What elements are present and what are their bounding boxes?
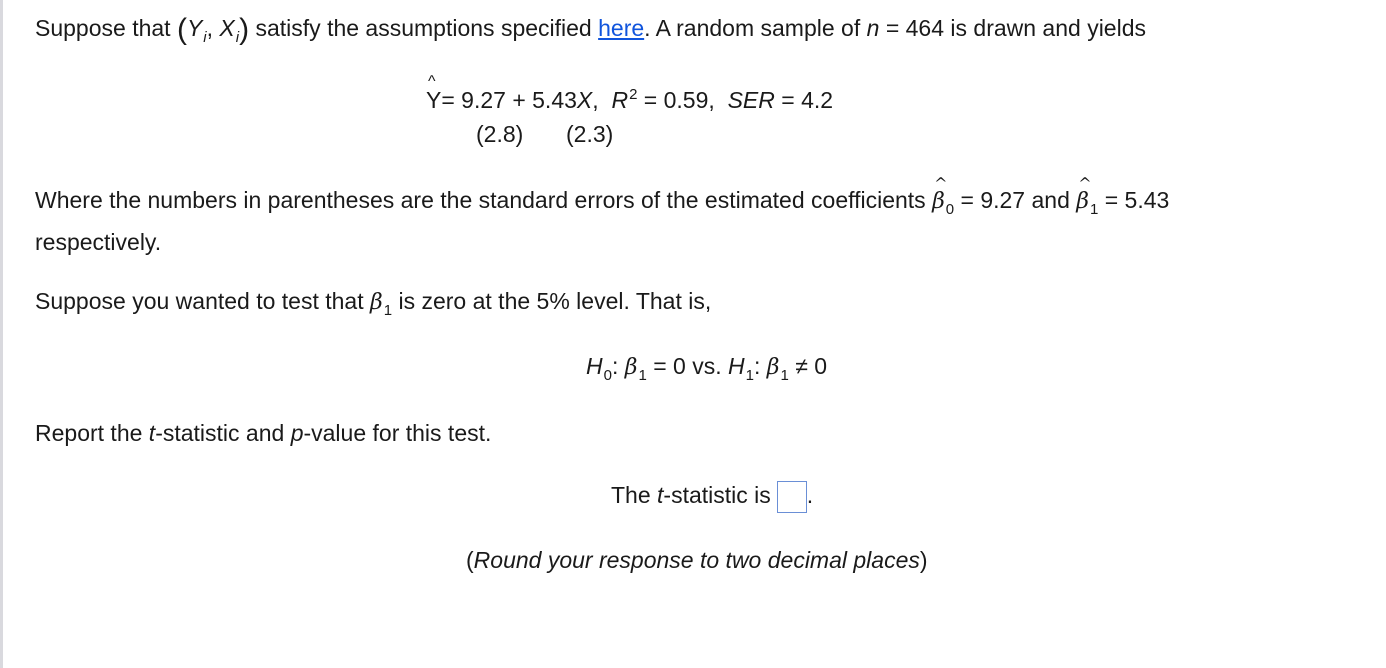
h-null: H	[586, 353, 603, 379]
var-x: X	[219, 15, 235, 41]
subscript-1: 1	[383, 302, 393, 319]
ser-var: SER	[727, 87, 775, 113]
period: .	[806, 482, 814, 509]
t-letter: t	[657, 482, 664, 509]
answer-before: The	[611, 482, 651, 509]
r-squared-value: = 0.59,	[643, 87, 715, 113]
subscript-1: 1	[638, 367, 647, 384]
var-y: Y	[186, 15, 203, 41]
report-line	[35, 422, 491, 445]
test-intro-line	[35, 288, 712, 319]
intro-line	[35, 12, 1146, 46]
equation-terms: = 9.27 + 5.43	[441, 87, 577, 113]
note-close-paren: )	[919, 547, 928, 573]
comma: ,	[592, 87, 599, 113]
intro-text-after: . A random sample of	[644, 15, 861, 41]
note-text: Round your response to two decimal places	[473, 547, 920, 573]
y-hat	[426, 89, 441, 112]
alt-value: ≠ 0	[795, 353, 828, 379]
beta-symbol: β	[932, 189, 945, 214]
test-intro-after: is zero at the 5% level. That is,	[398, 288, 712, 314]
x-variable: X	[576, 87, 593, 113]
colon: :	[753, 353, 761, 379]
report-after: -value for this test.	[303, 420, 492, 446]
beta-symbol: β	[766, 355, 780, 380]
r-squared-var: R	[611, 87, 629, 113]
n-variable: n	[866, 15, 880, 41]
subscript-1: 1	[1089, 201, 1099, 218]
colon: :	[611, 353, 619, 379]
subscript-0: 0	[603, 367, 612, 384]
beta-symbol: β	[1076, 189, 1089, 214]
ser-value: = 4.2	[781, 87, 834, 113]
beta-symbol: β	[624, 355, 638, 380]
report-before: Report the	[35, 420, 143, 446]
regression-equation	[426, 86, 834, 113]
rounding-note	[466, 549, 928, 572]
subscript-i: i	[203, 29, 207, 46]
note-open-paren: (	[466, 547, 474, 573]
n-value-text: = 464 is drawn and yields	[885, 15, 1146, 41]
se-slope: (2.3)	[566, 121, 614, 147]
hypothesis-line	[586, 353, 828, 384]
test-intro-before: Suppose you wanted to test that	[35, 288, 364, 314]
p-letter: p	[290, 420, 304, 446]
h-alt: H	[728, 353, 745, 379]
se-intercept: (2.8)	[476, 121, 524, 147]
explanation-text: Where the numbers in parentheses are the standard errors of the estimated coefficients	[35, 187, 926, 213]
beta-1-hat	[1076, 191, 1089, 213]
beta-0-value: = 9.27 and	[960, 187, 1070, 213]
beta-0-hat	[932, 191, 945, 213]
close-paren: )	[239, 13, 250, 46]
explanation-line	[35, 187, 1170, 218]
subscript-i: i	[235, 29, 240, 46]
intro-text-middle: satisfy the assumptions specified	[255, 15, 592, 41]
subscript-1: 1	[745, 367, 754, 384]
answer-after: -statistic is	[663, 482, 771, 509]
subscript-1: 1	[780, 367, 789, 384]
subscript-0: 0	[945, 201, 955, 218]
r-squared-exponent: 2	[629, 86, 638, 103]
assumptions-link[interactable]: here	[598, 15, 645, 41]
beta-symbol: β	[370, 290, 383, 315]
t-letter: t	[148, 420, 156, 446]
report-mid: -statistic and	[155, 420, 285, 446]
t-statistic-input[interactable]	[777, 481, 807, 513]
explanation-line-2: respectively.	[35, 229, 162, 255]
comma: ,	[206, 15, 214, 41]
left-border	[0, 0, 3, 668]
answer-line	[611, 481, 813, 513]
intro-text-before: Suppose that	[35, 15, 171, 41]
y-hat-letter: Y	[426, 87, 442, 113]
null-value: = 0 vs.	[653, 353, 722, 379]
beta-1-value: = 5.43	[1104, 187, 1170, 213]
open-paren: (	[176, 13, 187, 46]
